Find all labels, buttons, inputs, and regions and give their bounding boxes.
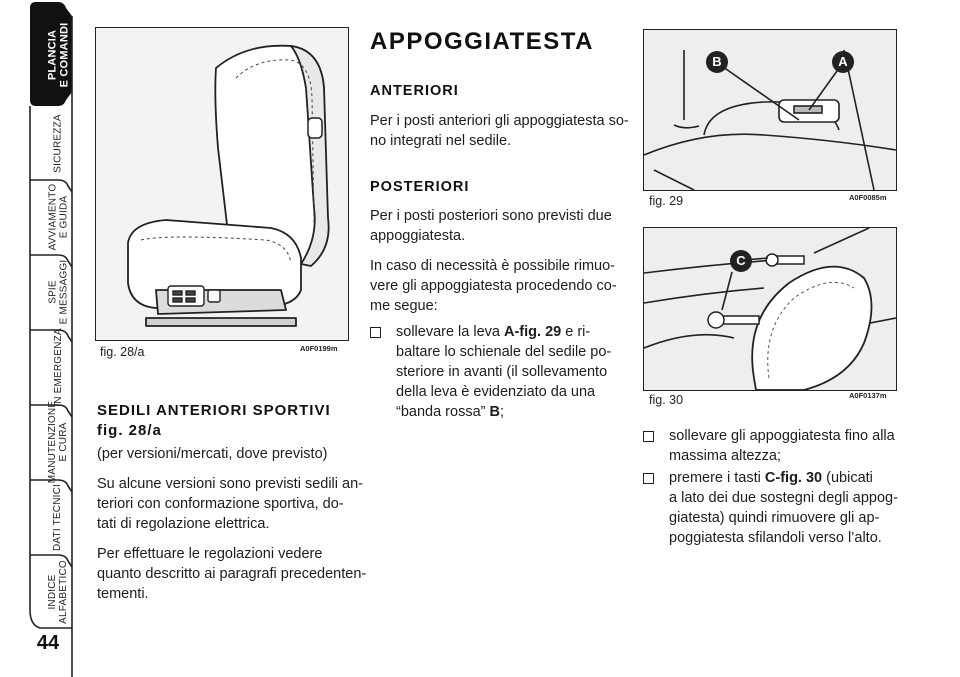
tab-dati-tecnici[interactable]	[28, 482, 88, 552]
anteriori-text-l2: no integrati nel sedile.	[370, 133, 512, 149]
step-3-fig-ref: C-fig. 30	[764, 470, 823, 486]
checkbox-bullet-icon	[643, 431, 654, 442]
posteriori-text2-l1: In caso di necessità è possibile rimuo-	[370, 258, 616, 274]
checkbox-bullet-icon	[643, 473, 654, 484]
step-2-text	[669, 426, 901, 466]
tab-label: IN EMERGENZA	[52, 327, 64, 407]
sport-seats-para1-l2: teriori con conformazione sportiva, do-	[97, 496, 344, 512]
step-3-line2: a lato dei due sostegni degli appog-	[669, 490, 898, 506]
step-3-text	[669, 468, 901, 548]
step-1-ref-b: B	[489, 404, 500, 420]
step-3-line4: poggiatesta sfilandoli verso l’alto.	[669, 530, 882, 546]
page-title: APPOGGIATESTA	[370, 28, 594, 55]
section-anteriori: ANTERIORI	[370, 83, 459, 99]
step-1-start: sollevare la leva	[396, 324, 504, 340]
fig-30-caption: fig. 30	[649, 393, 684, 407]
step-1-after: e ri-	[561, 324, 591, 340]
tab-indice-alfabetico[interactable]	[28, 557, 88, 627]
posteriori-text-l1: Per i posti posteriori sono previsti due	[370, 208, 612, 224]
step-1-text	[396, 322, 626, 422]
tab-label: SICUREZZA	[52, 113, 64, 173]
checkbox-bullet-icon	[370, 327, 381, 338]
fig-28a-caption: fig. 28/a	[100, 345, 145, 359]
step-3	[643, 468, 898, 552]
step-2	[643, 426, 898, 468]
sport-seats-subtitle: (per versioni/mercati, dove previsto)	[97, 446, 328, 462]
sport-seats-heading: SEDILI ANTERIORI SPORTIVI	[97, 402, 331, 419]
step-1-line4: della leva è evidenziato da una	[396, 384, 596, 400]
step-3-line3: giatesta) quindi rimuovere gli ap-	[669, 510, 880, 526]
chapter-tabs	[0, 0, 74, 677]
step-3-start: premere i tasti	[669, 470, 765, 486]
page-number: 44	[36, 632, 60, 654]
section-posteriori: POSTERIORI	[370, 179, 470, 195]
posteriori-text-l2: appoggiatesta.	[370, 228, 466, 244]
fig-29-caption: fig. 29	[649, 194, 684, 208]
headrest-lever-illustration	[644, 30, 896, 190]
step-1-line5: “banda rossa”	[396, 404, 490, 420]
tab-manutenzione-e-cura[interactable]	[28, 400, 88, 484]
callout-b: B	[706, 51, 728, 73]
step-2-line1: sollevare gli appoggiatesta fino alla	[669, 428, 895, 444]
sport-seat-illustration	[96, 28, 348, 340]
figure-28a-seat	[95, 27, 349, 341]
tab-in-emergenza[interactable]	[28, 327, 88, 407]
callout-c: C	[730, 250, 752, 272]
step-1-fig-ref: A-fig. 29	[504, 324, 562, 340]
fig-28a-code: A0F0199m	[300, 344, 338, 353]
tab-avviamento-e-guida[interactable]	[28, 182, 88, 252]
figure-29-headrest-lever	[643, 29, 897, 191]
sport-seats-fig-ref: fig. 28/a	[97, 422, 162, 439]
tab-label: DATI TECNICI	[52, 483, 64, 551]
headrest-removal-illustration	[644, 228, 896, 390]
anteriori-text-l1: Per i posti anteriori gli appoggiatesta so-	[370, 113, 629, 129]
step-2-line2: massima altezza;	[669, 448, 782, 464]
callout-a: A	[832, 51, 854, 73]
step-1-line2: baltare lo schienale del sedile po-	[396, 344, 612, 360]
tab-label: SPIE E MESSAGGI	[47, 259, 70, 325]
tab-spie-e-messaggi[interactable]	[28, 257, 88, 327]
sport-seats-para1-l1: Su alcune versioni sono previsti sedili an-	[97, 476, 363, 492]
posteriori-text2-l2: vere gli appoggiatesta procedendo co-	[370, 278, 617, 294]
step-1-line3: steriore in avanti (il sollevamento	[396, 364, 608, 380]
tab-sicurezza[interactable]	[28, 108, 88, 178]
sport-seats-para1-l3: tati di regolazione elettrica.	[97, 516, 270, 532]
sport-seats-para2-l2: quanto descritto ai paragrafi precedenten-	[97, 566, 367, 582]
tab-label: AVVIAMENTO E GUIDA	[47, 183, 69, 251]
tab-label: PLANCIA E COMANDI	[46, 22, 70, 88]
fig-30-code: A0F0137m	[849, 391, 887, 400]
tab-label: MANUTENZIONE E CURA	[47, 400, 69, 484]
posteriori-text2-l3: me segue:	[370, 298, 438, 314]
step-1-end: ;	[499, 404, 505, 420]
step-1	[370, 322, 625, 422]
step-3-after: (ubicati	[822, 470, 873, 486]
tab-label: INDICE ALFABETICO	[47, 560, 69, 624]
sport-seats-para2-l1: Per effettuare le regolazioni vedere	[97, 546, 323, 562]
sport-seats-para2-l3: tementi.	[97, 586, 149, 602]
fig-29-code: A0F0085m	[849, 193, 887, 202]
figure-30-headrest-buttons	[643, 227, 897, 391]
tab-plancia-e-comandi[interactable]	[28, 20, 88, 90]
